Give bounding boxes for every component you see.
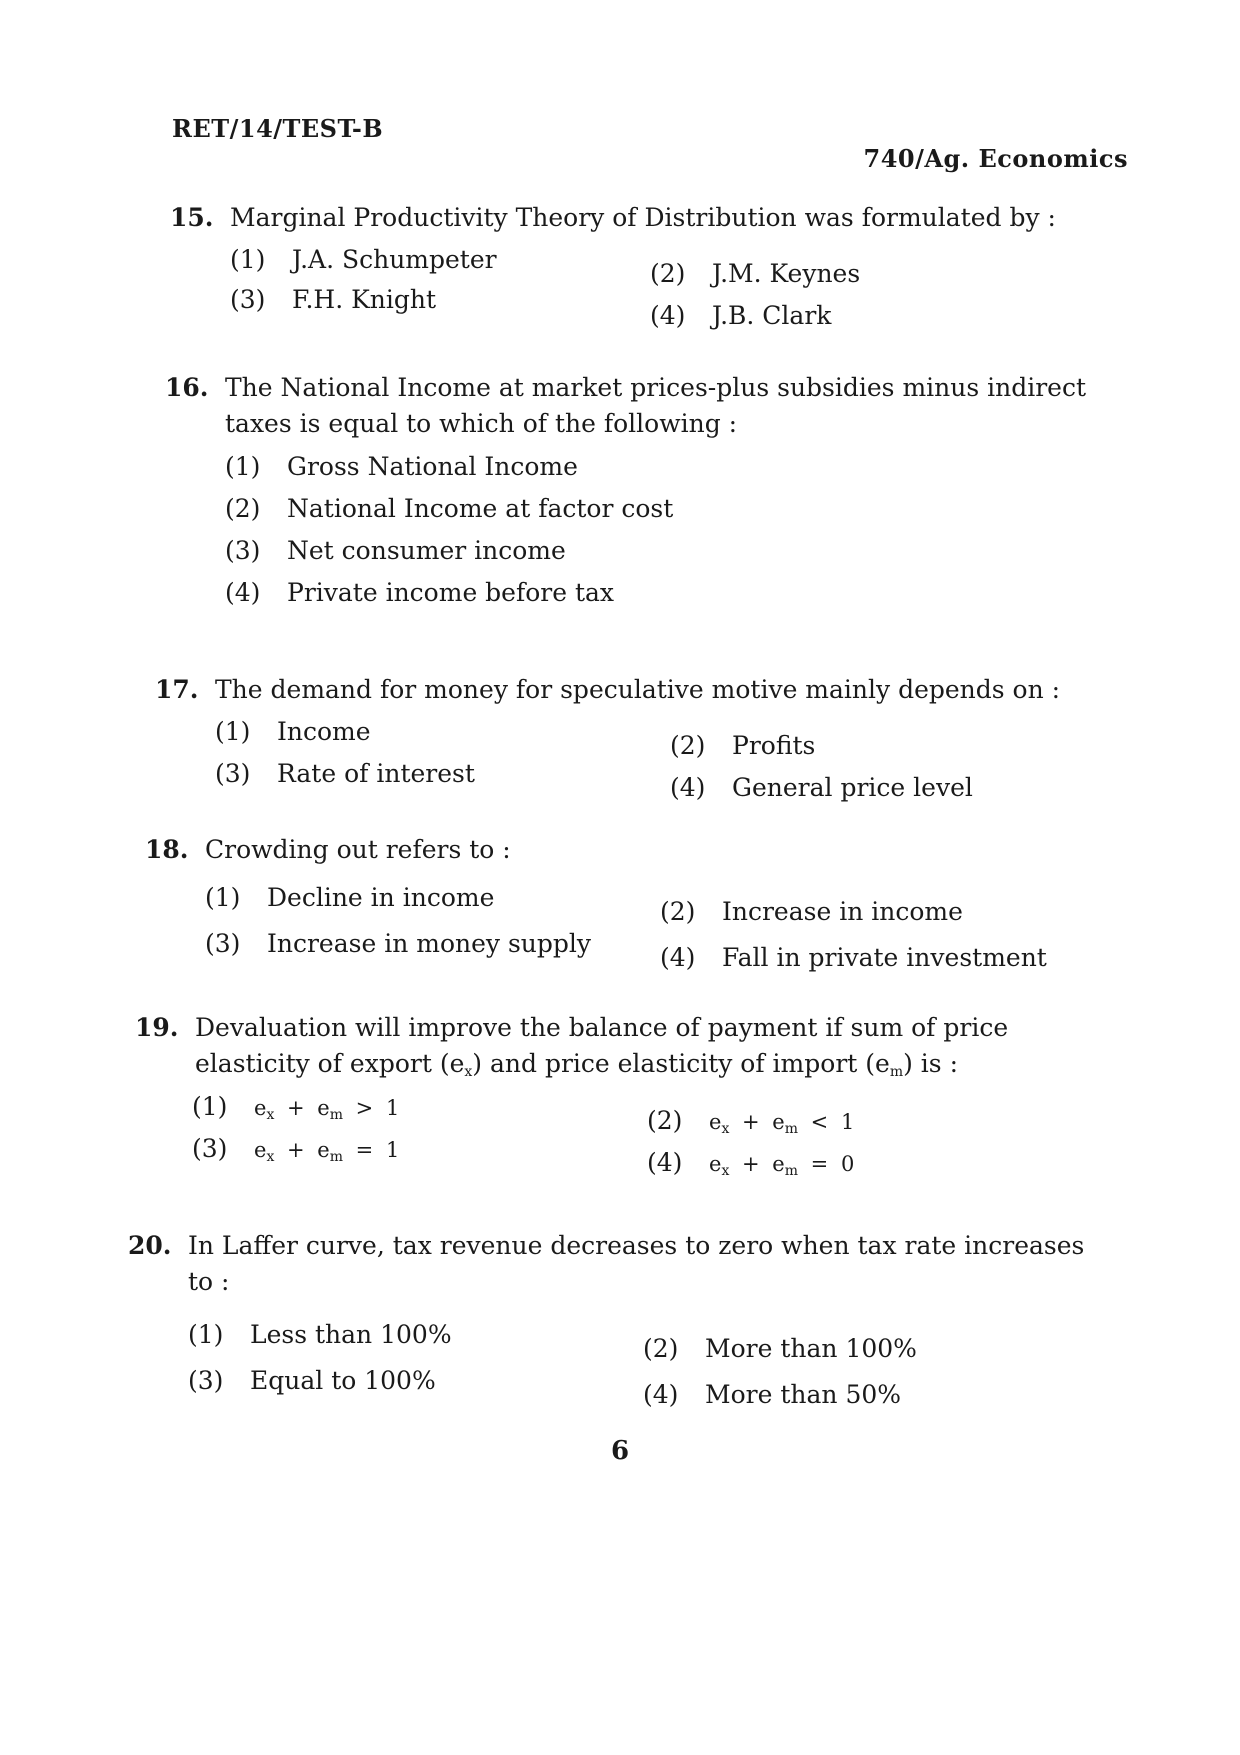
option-1	[230, 242, 497, 278]
options	[225, 449, 1125, 619]
option-1	[205, 880, 494, 916]
option-4	[650, 298, 831, 334]
question-number: 17.	[155, 675, 199, 704]
option-text: F.H. Knight	[292, 285, 437, 315]
option-tag: (4)	[670, 773, 706, 803]
question-15	[170, 200, 1090, 331]
option-expression: $e_x + e_m = 0$	[709, 1151, 855, 1179]
option-tag: (2)	[660, 897, 696, 927]
option-tag: (3)	[230, 285, 266, 315]
option-tag: (2)	[647, 1105, 683, 1135]
question-number: 18.	[145, 835, 189, 864]
option-1	[215, 714, 371, 750]
option-text: National Income at factor cost	[287, 493, 674, 523]
question-stem: The National Income at market prices-plus subsidies minus indirect taxes is equal to which of the following :	[225, 373, 1087, 439]
option-tag: (3)	[192, 1133, 228, 1163]
subscript: m	[889, 1064, 904, 1081]
option-text: More than 50%	[705, 1379, 902, 1409]
option-tag: (2)	[225, 493, 261, 523]
option-3	[188, 1363, 436, 1399]
question-19	[135, 1010, 1125, 1179]
question-number: 19.	[135, 1013, 179, 1042]
options	[230, 242, 1090, 331]
options	[215, 714, 1115, 804]
option-1	[188, 1317, 452, 1353]
option-2	[225, 491, 673, 527]
option-2	[643, 1331, 917, 1367]
option-tag: (1)	[192, 1091, 228, 1121]
stem-text: Devaluation will improve the balance of payment if sum of price elasticity of export (e	[195, 1013, 1009, 1079]
option-tag: (3)	[188, 1365, 224, 1395]
options	[188, 1317, 1108, 1417]
stem-text: ) is :	[903, 1049, 958, 1079]
subject-code: 740/Ag. Economics	[863, 144, 1128, 173]
option-text: Net consumer income	[287, 535, 566, 565]
option-text: J.M. Keynes	[712, 259, 861, 289]
page-number: 6	[610, 1436, 630, 1466]
option-tag: (3)	[215, 759, 251, 789]
option-tag: (2)	[643, 1333, 679, 1363]
option-tag: (2)	[670, 731, 706, 761]
option-text: J.B. Clark	[712, 301, 832, 331]
option-text: Gross National Income	[287, 451, 578, 481]
paper-code: RET/14/TEST-B	[172, 114, 384, 143]
option-2	[650, 256, 860, 292]
option-tag: (1)	[215, 717, 251, 747]
option-expression: $e_x + e_m > 1$	[254, 1095, 400, 1123]
option-tag: (3)	[225, 535, 261, 565]
option-expression: $e_x + e_m < 1$	[709, 1109, 855, 1137]
option-3	[225, 533, 566, 569]
question-number: 16.	[165, 373, 209, 402]
option-4	[643, 1377, 901, 1413]
option-tag: (1)	[225, 451, 261, 481]
option-4	[225, 575, 614, 611]
option-2	[670, 728, 815, 764]
option-1	[225, 449, 578, 485]
option-2	[660, 894, 963, 930]
option-tag: (4)	[660, 943, 696, 973]
option-text: Rate of interest	[277, 759, 475, 789]
option-text: Private income before tax	[287, 577, 615, 607]
subscript: x	[464, 1064, 473, 1081]
option-tag: (3)	[205, 929, 241, 959]
option-text: Equal to 100%	[250, 1365, 436, 1395]
stem-text: ) and price elasticity of import (e	[472, 1049, 890, 1079]
option-tag: (4)	[225, 577, 261, 607]
option-text: Profits	[732, 731, 816, 761]
option-3	[215, 756, 475, 792]
option-1	[192, 1089, 399, 1125]
question-stem: Marginal Productivity Theory of Distribution was formulated by :	[230, 203, 1056, 232]
option-text: Fall in private investment	[722, 943, 1047, 973]
question-stem	[195, 1010, 1125, 1083]
option-3	[230, 282, 436, 318]
option-tag: (4)	[647, 1147, 683, 1177]
question-20	[128, 1228, 1108, 1417]
option-tag: (4)	[643, 1379, 679, 1409]
option-3	[205, 926, 591, 962]
option-tag: (1)	[230, 245, 266, 275]
option-tag: (4)	[650, 301, 686, 331]
option-text: Increase in money supply	[267, 929, 592, 959]
question-stem: Crowding out refers to :	[205, 835, 511, 864]
option-text: More than 100%	[705, 1333, 917, 1363]
question-number: 15.	[170, 203, 214, 232]
option-text: Less than 100%	[250, 1319, 452, 1349]
option-4	[647, 1145, 854, 1181]
question-17	[155, 672, 1115, 804]
option-2	[647, 1103, 854, 1139]
question-18	[145, 832, 1125, 980]
option-tag: (1)	[188, 1319, 224, 1349]
option-tag: (1)	[205, 883, 241, 913]
option-3	[192, 1131, 399, 1167]
option-text: General price level	[732, 773, 973, 803]
question-16	[165, 370, 1125, 619]
question-number: 20.	[128, 1231, 172, 1260]
option-text: J.A. Schumpeter	[292, 245, 497, 275]
option-4	[660, 940, 1047, 976]
option-4	[670, 770, 973, 806]
option-text: Decline in income	[267, 883, 495, 913]
option-expression: $e_x + e_m = 1$	[254, 1137, 400, 1165]
option-text: Income	[277, 717, 371, 747]
option-tag: (2)	[650, 259, 686, 289]
options	[192, 1089, 1125, 1179]
question-stem: In Laffer curve, tax revenue decreases to zero when tax rate increases to :	[188, 1231, 1085, 1297]
options	[205, 880, 1125, 980]
option-text: Increase in income	[722, 897, 963, 927]
question-stem: The demand for money for speculative motive mainly depends on :	[215, 675, 1061, 704]
